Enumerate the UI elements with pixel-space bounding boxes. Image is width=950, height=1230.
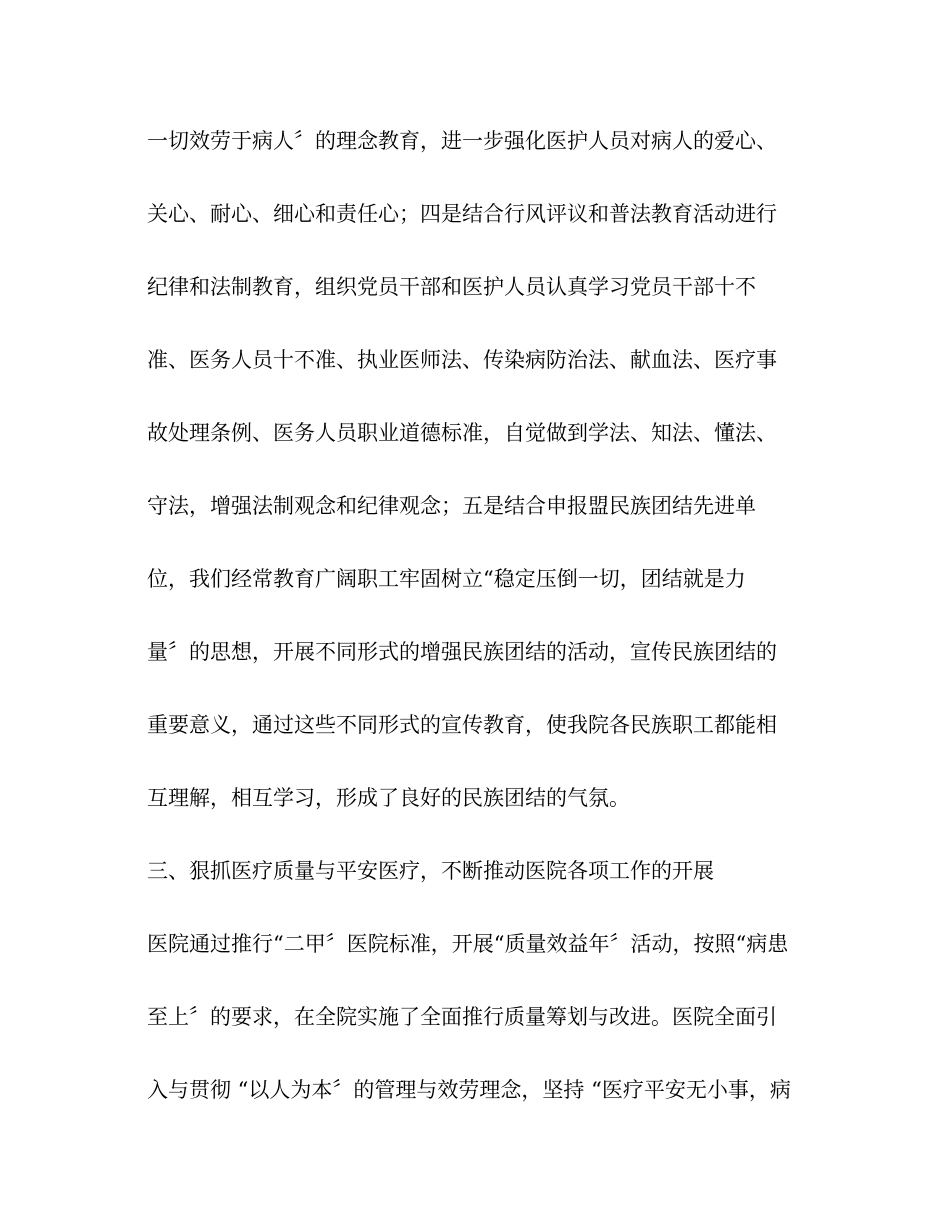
text-line: 量〞的思想，开展不同形式的增强民族团结的活动，宣传民族团结的 (147, 640, 777, 664)
text-line: 入与贯彻 “以人为本〞的管理与效劳理念，坚持 “医疗平安无小事，病 (147, 1078, 791, 1102)
text-line: 纪律和法制教育，组织党员干部和医护人员认真学习党员干部十不 (147, 275, 756, 299)
text-line: 至上〞的要求，在全院实施了全面推行质量筹划与改进。医院全面引 (147, 1005, 777, 1029)
section-heading: 三、狠抓医疗质量与平安医疗，不断推动医院各项工作的开展 (147, 859, 714, 883)
text-line: 互理解，相互学习，形成了良好的民族团结的气氛。 (147, 786, 630, 810)
text-line: 关心、耐心、细心和责任心；四是结合行风评议和普法教育活动进行 (147, 202, 777, 226)
text-line: 医院通过推行“二甲〞医院标准，开展“质量效益年〞活动，按照“病患 (147, 932, 789, 956)
text-line: 位，我们经常教育广阔职工牢固树立“稳定压倒一切，团结就是力 (147, 567, 746, 591)
text-line: 重要意义，通过这些不同形式的宣传教育，使我院各民族职工都能相 (147, 713, 777, 737)
text-line: 守法，增强法制观念和纪律观念；五是结合申报盟民族团结先进单 (147, 494, 756, 518)
text-line: 一切效劳于病人〞的理念教育，进一步强化医护人员对病人的爱心、 (147, 129, 777, 153)
text-line: 故处理条例、医务人员职业道德标准，自觉做到学法、知法、懂法、 (147, 421, 777, 445)
text-line: 准、医务人员十不准、执业医师法、传染病防治法、献血法、医疗事 (147, 348, 777, 372)
